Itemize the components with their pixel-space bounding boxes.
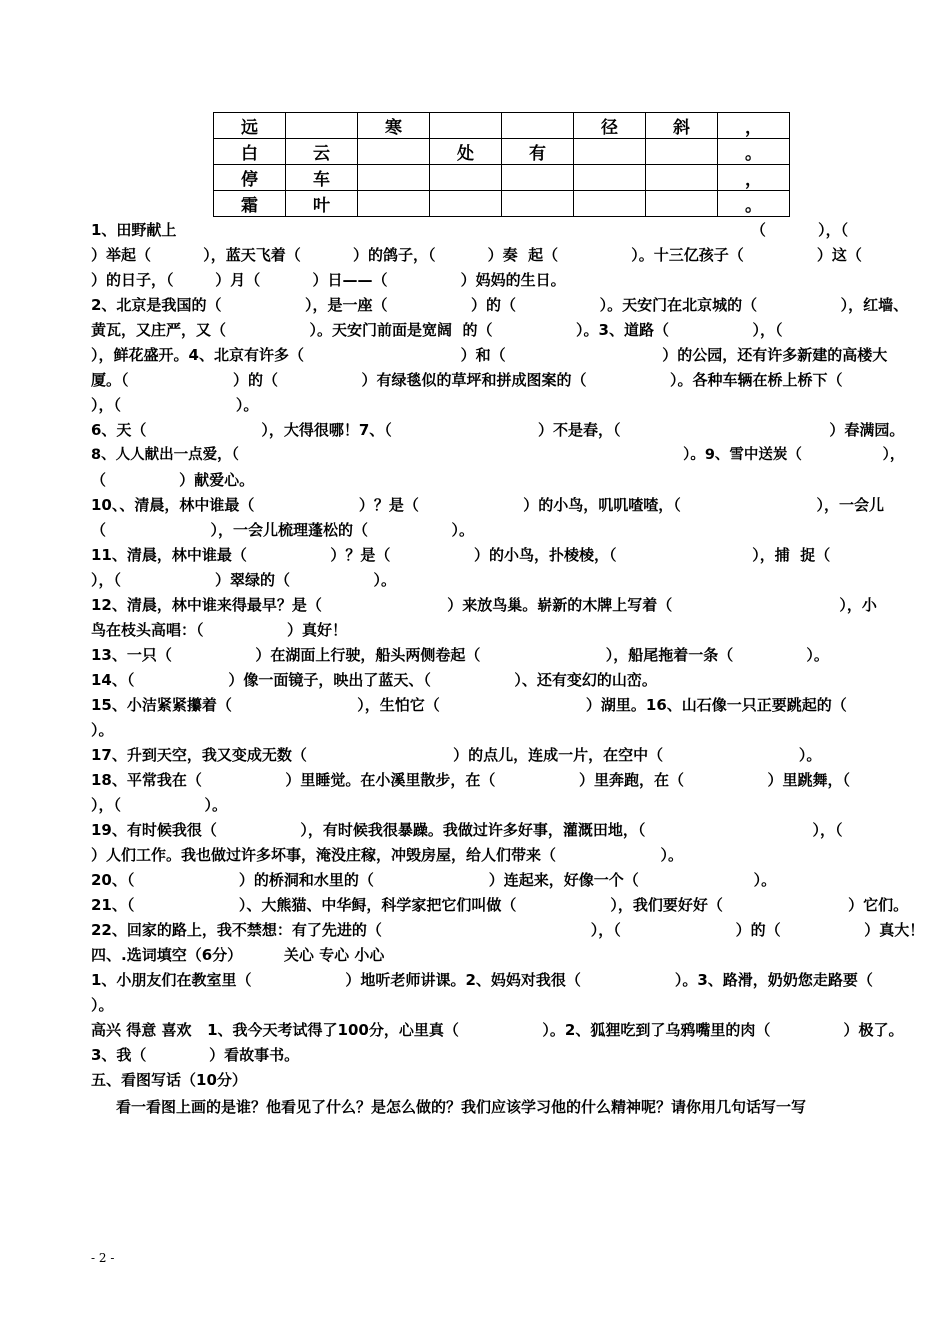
exercise-line: 14、（ ）像一面镜子，映出了蓝天、（ ）、还有变幻的山峦。: [91, 671, 657, 689]
exercise-line: 10、、清晨，林中谁最（ ）？是（ ）的小鸟，叽叽喳喳，（ ），一会儿: [91, 496, 885, 514]
exercise-line: 6、天（ ），大得很哪！7、（ ）不是春，（ ）春满园。: [91, 421, 905, 439]
grid-cell: 寒: [358, 113, 430, 139]
exercise-line: ）。: [91, 996, 114, 1014]
exercise-line: 18、平常我在（ ）里睡觉。在小溪里散步，在（ ）里奔跑，在（ ）里跳舞，（: [91, 771, 851, 789]
exercise-line: ）的日子，（ ）月（ ）日——（ ）妈妈的生日。: [91, 271, 566, 289]
exercise-line: （ ）献爱心。: [91, 471, 255, 489]
exercise-line: 19、有时候我很（ ），有时候我很暴躁。我做过许多好事，灌溉田地，（ ），（: [91, 821, 843, 839]
exercise-line: ）人们工作。我也做过许多坏事，淹没庄稼，冲毁房屋，给人们带来（ ）。: [91, 846, 683, 864]
exercise-line: 黄瓦，又庄严，又（ ）。天安门前面是宽阔 的（ ）。3、道路（ ），（: [91, 321, 783, 339]
grid-cell: 远: [214, 113, 286, 139]
grid-cell: [502, 165, 574, 191]
poem-grid: [213, 112, 790, 217]
exercise-line: 2、北京是我国的（ ），是一座（ ）的（ ）。天安门在北京城的（ ），红墙、: [91, 296, 909, 314]
exercise-line: ），鲜花盛开。4、北京有许多（ ）和（ ）的公园，还有许多新建的高楼大: [91, 346, 888, 364]
writing-prompt: 看一看图上画的是谁？他看见了什么？是怎么做的？我们应该学习他的什么精神呢？请你用几句话写一写: [116, 1098, 807, 1116]
grid-cell: 。: [718, 139, 790, 165]
grid-cell: 有: [502, 139, 574, 165]
grid-cell: [358, 191, 430, 217]
grid-cell: [430, 165, 502, 191]
grid-cell: 径: [574, 113, 646, 139]
grid-cell: [574, 139, 646, 165]
grid-cell: [430, 113, 502, 139]
grid-cell: [358, 165, 430, 191]
grid-cell: 停: [214, 165, 286, 191]
grid-cell: ，: [718, 165, 790, 191]
exercise-line: 3、我（ ）看故事书。: [91, 1046, 300, 1064]
exercise-line: 13、一只（ ）在湖面上行驶，船头两侧卷起（ ），船尾拖着一条（ ）。: [91, 646, 829, 664]
section-heading: 四、.选词填空（6分） 关心 专心 小心: [91, 946, 385, 964]
grid-cell: [430, 191, 502, 217]
page-number: - 2 -: [91, 1251, 115, 1265]
exercise-line: 12、清晨，林中谁来得最早？是（ ）来放鸟巢。崭新的木牌上写着（ ），小: [91, 596, 877, 614]
grid-cell: 白: [214, 139, 286, 165]
grid-cell: 霜: [214, 191, 286, 217]
grid-cell: [646, 191, 718, 217]
grid-row: [214, 191, 790, 217]
exercise-line: 1、小朋友们在教室里（ ）地听老师讲课。2、妈妈对我很（ ）。3、路滑，奶奶您走路要（: [91, 971, 873, 989]
exercise-line: ），（ ）翠绿的（ ）。: [91, 571, 397, 589]
grid-row: [214, 139, 790, 165]
exercise-line: 17、升到天空，我又变成无数（ ）的点儿，连成一片，在空中（ ）。: [91, 746, 822, 764]
exercise-line: ）举起（ ），蓝天飞着（ ）的鸽子，（ ）奏 起（ ）。十三亿孩子（ ）这（: [91, 246, 862, 264]
grid-cell: [646, 165, 718, 191]
grid-cell: [502, 191, 574, 217]
grid-cell: [574, 191, 646, 217]
grid-cell: ，: [718, 113, 790, 139]
section-heading: 五、看图写话（10分）: [91, 1071, 247, 1089]
grid-cell: 斜: [646, 113, 718, 139]
grid-cell: 。: [718, 191, 790, 217]
grid-row: [214, 113, 790, 139]
exercise-line: ），（ ）。: [91, 396, 259, 414]
grid-cell: 叶: [286, 191, 358, 217]
exercise-line: 8、人人献出一点爱，（ ）。9、雪中送炭（ ），: [91, 447, 905, 463]
grid-row: [214, 165, 790, 191]
exercise-line: 鸟在枝头高唱：（ ）真好！: [91, 621, 348, 639]
exercise-line: 11、清晨，林中谁最（ ）？是（ ）的小鸟，扑棱棱，（ ），捕 捉（: [91, 546, 831, 564]
exercise-line: ）。: [91, 721, 114, 739]
exercise-line: 20、（ ）的桥洞和水里的（ ）连起来，好像一个（ ）。: [91, 871, 777, 889]
grid-cell: [502, 113, 574, 139]
grid-cell: [358, 139, 430, 165]
grid-cell: 车: [286, 165, 358, 191]
exercise-line: 15、小洁紧紧攥着（ ），生怕它（ ）湖里。16、山石像一只正要跳起的（: [91, 696, 847, 714]
exercise-line: ），（ ）。: [91, 796, 228, 814]
exercise-line: 21、（ ）、大熊猫、中华鲟，科学家把它们叫做（ ），我们要好好（ ）它们。: [91, 896, 909, 914]
grid-cell: [646, 139, 718, 165]
grid-cell: [286, 113, 358, 139]
grid-cell: [574, 165, 646, 191]
exercise-line: 厦。（ ）的（ ）有绿毯似的草坪和拼成图案的（ ）。各种车辆在桥上桥下（: [91, 371, 843, 389]
exercise-line: （ ），一会儿梳理蓬松的（ ）。: [91, 521, 474, 539]
exercise-line: 1、田野献上 （ ），（: [91, 221, 849, 239]
grid-cell: 处: [430, 139, 502, 165]
exercise-line: 高兴 得意 喜欢 1、我今天考试得了100分，心里真（ ）。2、狐狸吃到了乌鸦嘴里的肉（ ）极了。: [91, 1021, 904, 1039]
grid-cell: 云: [286, 139, 358, 165]
exercise-line: 22、回家的路上，我不禁想：有了先进的（ ），（ ）的（ ）真大！: [91, 921, 925, 939]
